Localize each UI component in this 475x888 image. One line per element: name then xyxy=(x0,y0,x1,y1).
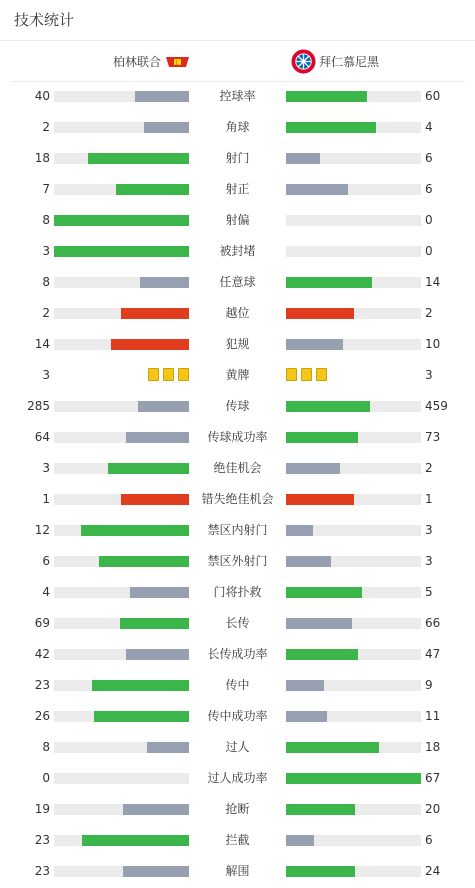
home-stat-value: 2 xyxy=(42,306,50,320)
home-stat-bar-track xyxy=(54,587,189,598)
home-stat-value: 6 xyxy=(42,554,50,568)
stat-label: 错失绝佳机会 xyxy=(201,492,274,506)
stat-row xyxy=(0,670,475,701)
away-stat-value: 3 xyxy=(425,523,433,537)
home-stat-bar-fill xyxy=(130,587,189,598)
away-stat-value: 11 xyxy=(425,709,441,723)
away-stat-bar-fill xyxy=(286,773,421,784)
home-stat-value: 7 xyxy=(42,182,50,196)
home-stat-value: 19 xyxy=(34,802,50,816)
stat-row xyxy=(0,515,475,546)
home-stat-value: 14 xyxy=(34,337,50,351)
home-stat-value: 42 xyxy=(34,647,50,661)
home-stat-bar-fill xyxy=(94,711,189,722)
home-stat-value: 8 xyxy=(42,740,50,754)
home-stat-bar-fill xyxy=(82,835,189,846)
home-stat-bar-track xyxy=(54,153,189,164)
away-stat-bar-track xyxy=(286,153,421,164)
stat-row xyxy=(0,608,475,639)
away-yellow-cards xyxy=(286,368,327,381)
stat-label: 黄牌 xyxy=(225,368,250,382)
away-stat-value: 14 xyxy=(425,275,441,289)
away-stat-value: 67 xyxy=(425,771,441,785)
home-stat-value: 0 xyxy=(42,771,50,785)
stat-label: 长传成功率 xyxy=(207,647,268,661)
yellow-card-icon xyxy=(316,368,327,381)
away-stat-value: 1 xyxy=(425,492,433,506)
stat-label: 绝佳机会 xyxy=(213,461,262,475)
home-yellow-cards xyxy=(148,368,189,381)
stat-label: 长传 xyxy=(225,616,250,630)
stat-row xyxy=(0,174,475,205)
home-stat-value: 8 xyxy=(42,213,50,227)
home-stat-value: 18 xyxy=(34,151,50,165)
away-stat-value: 6 xyxy=(425,151,433,165)
home-stat-value: 23 xyxy=(34,833,50,847)
away-stat-bar-fill xyxy=(286,618,352,629)
stat-label: 任意球 xyxy=(219,275,256,289)
away-stat-value: 4 xyxy=(425,120,433,134)
away-stat-bar-fill xyxy=(286,184,348,195)
bayern-munich-logo-icon xyxy=(291,49,316,74)
stat-label: 传中 xyxy=(225,678,250,692)
home-stat-bar-track xyxy=(54,494,189,505)
away-stat-bar-fill xyxy=(286,308,354,319)
away-stat-value: 66 xyxy=(425,616,441,630)
away-stat-bar-track xyxy=(286,277,421,288)
away-stat-bar-track xyxy=(286,618,421,629)
away-stat-bar-fill xyxy=(286,649,358,660)
union-berlin-logo-icon xyxy=(165,56,190,68)
stat-row xyxy=(0,639,475,670)
away-stat-bar-fill xyxy=(286,711,327,722)
away-stat-bar-fill xyxy=(286,494,354,505)
away-stat-value: 3 xyxy=(425,554,433,568)
stat-label: 过人成功率 xyxy=(207,771,268,785)
home-stat-bar-fill xyxy=(116,184,189,195)
home-stat-bar-fill xyxy=(111,339,189,350)
home-stat-bar-fill xyxy=(135,91,189,102)
yellow-card-icon xyxy=(301,368,312,381)
stat-row xyxy=(0,701,475,732)
away-stat-bar-track xyxy=(286,556,421,567)
stat-label: 传球 xyxy=(225,399,250,413)
stat-label: 射正 xyxy=(225,182,250,196)
away-stat-value: 0 xyxy=(425,244,433,258)
home-stat-value: 8 xyxy=(42,275,50,289)
away-stat-bar-fill xyxy=(286,866,355,877)
away-stat-bar-fill xyxy=(286,401,370,412)
stat-row xyxy=(0,484,475,515)
away-stat-value: 9 xyxy=(425,678,433,692)
home-stat-bar-track xyxy=(54,401,189,412)
home-stat-bar-track xyxy=(54,835,189,846)
away-stat-value: 47 xyxy=(425,647,441,661)
home-stat-bar-fill xyxy=(99,556,189,567)
home-stat-bar-fill xyxy=(123,866,189,877)
home-stat-bar-track xyxy=(54,432,189,443)
stat-row xyxy=(0,143,475,174)
stat-row xyxy=(0,825,475,856)
away-stat-bar-fill xyxy=(286,153,320,164)
stat-row xyxy=(0,453,475,484)
away-stat-bar-track xyxy=(286,680,421,691)
home-stat-bar-fill xyxy=(123,804,189,815)
home-stat-bar-fill xyxy=(147,742,189,753)
home-stat-value: 4 xyxy=(42,585,50,599)
home-team-name: 柏林联合 xyxy=(113,55,162,69)
stat-row xyxy=(0,732,475,763)
away-stat-bar-track xyxy=(286,866,421,877)
home-stat-bar-track xyxy=(54,525,189,536)
home-stat-value: 23 xyxy=(34,864,50,878)
stat-row xyxy=(0,236,475,267)
stat-label: 被封堵 xyxy=(219,244,256,258)
stat-row xyxy=(0,577,475,608)
home-stat-bar-track xyxy=(54,804,189,815)
away-stat-bar-fill xyxy=(286,556,331,567)
home-stat-bar-track xyxy=(54,463,189,474)
away-stat-bar-track xyxy=(286,804,421,815)
away-team[interactable] xyxy=(291,49,379,74)
teams-header xyxy=(0,41,475,81)
stat-row xyxy=(0,205,475,236)
away-stat-value: 18 xyxy=(425,740,441,754)
home-stat-value: 12 xyxy=(34,523,50,537)
home-team[interactable] xyxy=(113,53,190,70)
away-stat-bar-fill xyxy=(286,680,324,691)
stat-label: 过人 xyxy=(225,740,250,754)
home-stat-value: 69 xyxy=(34,616,50,630)
away-stat-value: 73 xyxy=(425,430,441,444)
home-stat-bar-fill xyxy=(140,277,189,288)
home-stat-bar-fill xyxy=(121,494,189,505)
home-stat-bar-track xyxy=(54,866,189,877)
stat-row xyxy=(0,794,475,825)
away-stat-value: 6 xyxy=(425,182,433,196)
home-stat-bar-track xyxy=(54,277,189,288)
home-stat-value: 64 xyxy=(34,430,50,444)
stat-label: 传球成功率 xyxy=(207,430,268,444)
home-stat-bar-fill xyxy=(126,649,189,660)
stat-label: 门将扑救 xyxy=(213,585,262,599)
yellow-card-icon xyxy=(178,368,189,381)
away-stat-bar-fill xyxy=(286,835,314,846)
home-stat-value: 40 xyxy=(34,89,50,103)
home-stat-bar-fill xyxy=(88,153,189,164)
home-stat-bar-track xyxy=(54,215,189,226)
stat-label: 抢断 xyxy=(225,802,250,816)
away-stat-bar-fill xyxy=(286,91,367,102)
home-stat-bar-track xyxy=(54,246,189,257)
home-stat-bar-track xyxy=(54,184,189,195)
yellow-card-icon xyxy=(286,368,297,381)
home-stat-bar-fill xyxy=(54,246,189,257)
stat-row xyxy=(0,112,475,143)
stat-row xyxy=(0,267,475,298)
home-stat-bar-track xyxy=(54,91,189,102)
away-stat-value: 2 xyxy=(425,461,433,475)
home-stat-value: 3 xyxy=(42,461,50,475)
stat-label: 禁区外射门 xyxy=(207,554,268,568)
home-stat-bar-fill xyxy=(126,432,189,443)
home-stat-bar-fill xyxy=(138,401,189,412)
away-stat-bar-track xyxy=(286,432,421,443)
yellow-card-icon xyxy=(163,368,174,381)
home-stat-bar-track xyxy=(54,649,189,660)
stat-label: 射门 xyxy=(225,151,250,165)
home-stat-bar-track xyxy=(54,773,189,784)
away-stat-value: 459 xyxy=(425,399,448,413)
home-stat-bar-track xyxy=(54,556,189,567)
away-stat-bar-track xyxy=(286,587,421,598)
away-stat-bar-track xyxy=(286,246,421,257)
stat-label: 解围 xyxy=(225,864,250,878)
yellow-card-icon xyxy=(148,368,159,381)
away-stat-bar-track xyxy=(286,184,421,195)
stat-label: 禁区内射门 xyxy=(207,523,268,537)
away-stat-value: 5 xyxy=(425,585,433,599)
away-stat-bar-track xyxy=(286,525,421,536)
stat-label: 犯规 xyxy=(225,337,250,351)
away-stat-value: 24 xyxy=(425,864,441,878)
home-stat-bar-fill xyxy=(92,680,189,691)
home-stat-bar-fill xyxy=(120,618,189,629)
away-stat-bar-track xyxy=(286,122,421,133)
away-stat-bar-track xyxy=(286,91,421,102)
home-stat-bar-track xyxy=(54,122,189,133)
section-title: 技术统计 xyxy=(14,11,75,29)
home-stat-bar-track xyxy=(54,711,189,722)
home-stat-bar-track xyxy=(54,308,189,319)
stat-label: 射偏 xyxy=(225,213,250,227)
home-stat-value: 2 xyxy=(42,120,50,134)
stat-row xyxy=(0,856,475,887)
stat-label: 拦截 xyxy=(225,833,250,847)
home-stat-value: 3 xyxy=(42,244,50,258)
stat-row xyxy=(0,763,475,794)
stat-label: 越位 xyxy=(225,306,250,320)
away-stat-value: 20 xyxy=(425,802,441,816)
away-stat-bar-track xyxy=(286,463,421,474)
away-stat-value: 2 xyxy=(425,306,433,320)
away-stat-bar-track xyxy=(286,339,421,350)
home-stat-bar-fill xyxy=(54,215,189,226)
away-stat-value: 60 xyxy=(425,89,441,103)
away-stat-bar-track xyxy=(286,742,421,753)
away-stat-bar-track xyxy=(286,401,421,412)
away-team-name: 拜仁慕尼黑 xyxy=(319,55,380,69)
away-stat-bar-track xyxy=(286,308,421,319)
away-stat-bar-track xyxy=(286,649,421,660)
away-stat-bar-track xyxy=(286,711,421,722)
stat-label: 控球率 xyxy=(219,89,256,103)
stat-label: 角球 xyxy=(225,120,250,134)
away-stat-value: 10 xyxy=(425,337,441,351)
home-stat-value: 23 xyxy=(34,678,50,692)
home-stat-value: 285 xyxy=(27,399,50,413)
stat-row xyxy=(0,329,475,360)
home-stat-value: 1 xyxy=(42,492,50,506)
home-stat-bar-fill xyxy=(121,308,189,319)
home-stat-value: 26 xyxy=(34,709,50,723)
stat-row xyxy=(0,298,475,329)
away-stat-bar-fill xyxy=(286,339,343,350)
home-stat-value: 3 xyxy=(42,368,50,382)
home-stat-bar-fill xyxy=(108,463,189,474)
away-stat-bar-fill xyxy=(286,463,340,474)
away-stat-bar-fill xyxy=(286,277,372,288)
away-stat-value: 6 xyxy=(425,833,433,847)
away-stat-bar-fill xyxy=(286,525,313,536)
stat-row xyxy=(0,360,475,391)
home-stat-bar-fill xyxy=(144,122,189,133)
stat-row xyxy=(0,81,475,112)
away-stat-value: 3 xyxy=(425,368,433,382)
home-stat-bar-track xyxy=(54,339,189,350)
away-stat-bar-track xyxy=(286,835,421,846)
away-stat-bar-fill xyxy=(286,587,362,598)
stat-row xyxy=(0,422,475,453)
away-stat-bar-fill xyxy=(286,122,376,133)
svg-text:1.: 1. xyxy=(175,59,180,66)
away-stat-bar-fill xyxy=(286,804,355,815)
away-stat-bar-track xyxy=(286,773,421,784)
home-stat-bar-fill xyxy=(81,525,189,536)
home-stat-bar-track xyxy=(54,618,189,629)
home-stat-bar-track xyxy=(54,742,189,753)
stat-row xyxy=(0,391,475,422)
away-stat-bar-fill xyxy=(286,432,358,443)
away-stat-value: 0 xyxy=(425,213,433,227)
stat-label: 传中成功率 xyxy=(207,709,268,723)
home-stat-bar-track xyxy=(54,680,189,691)
away-stat-bar-fill xyxy=(286,742,379,753)
away-stat-bar-track xyxy=(286,215,421,226)
away-stat-bar-track xyxy=(286,494,421,505)
stat-row xyxy=(0,546,475,577)
